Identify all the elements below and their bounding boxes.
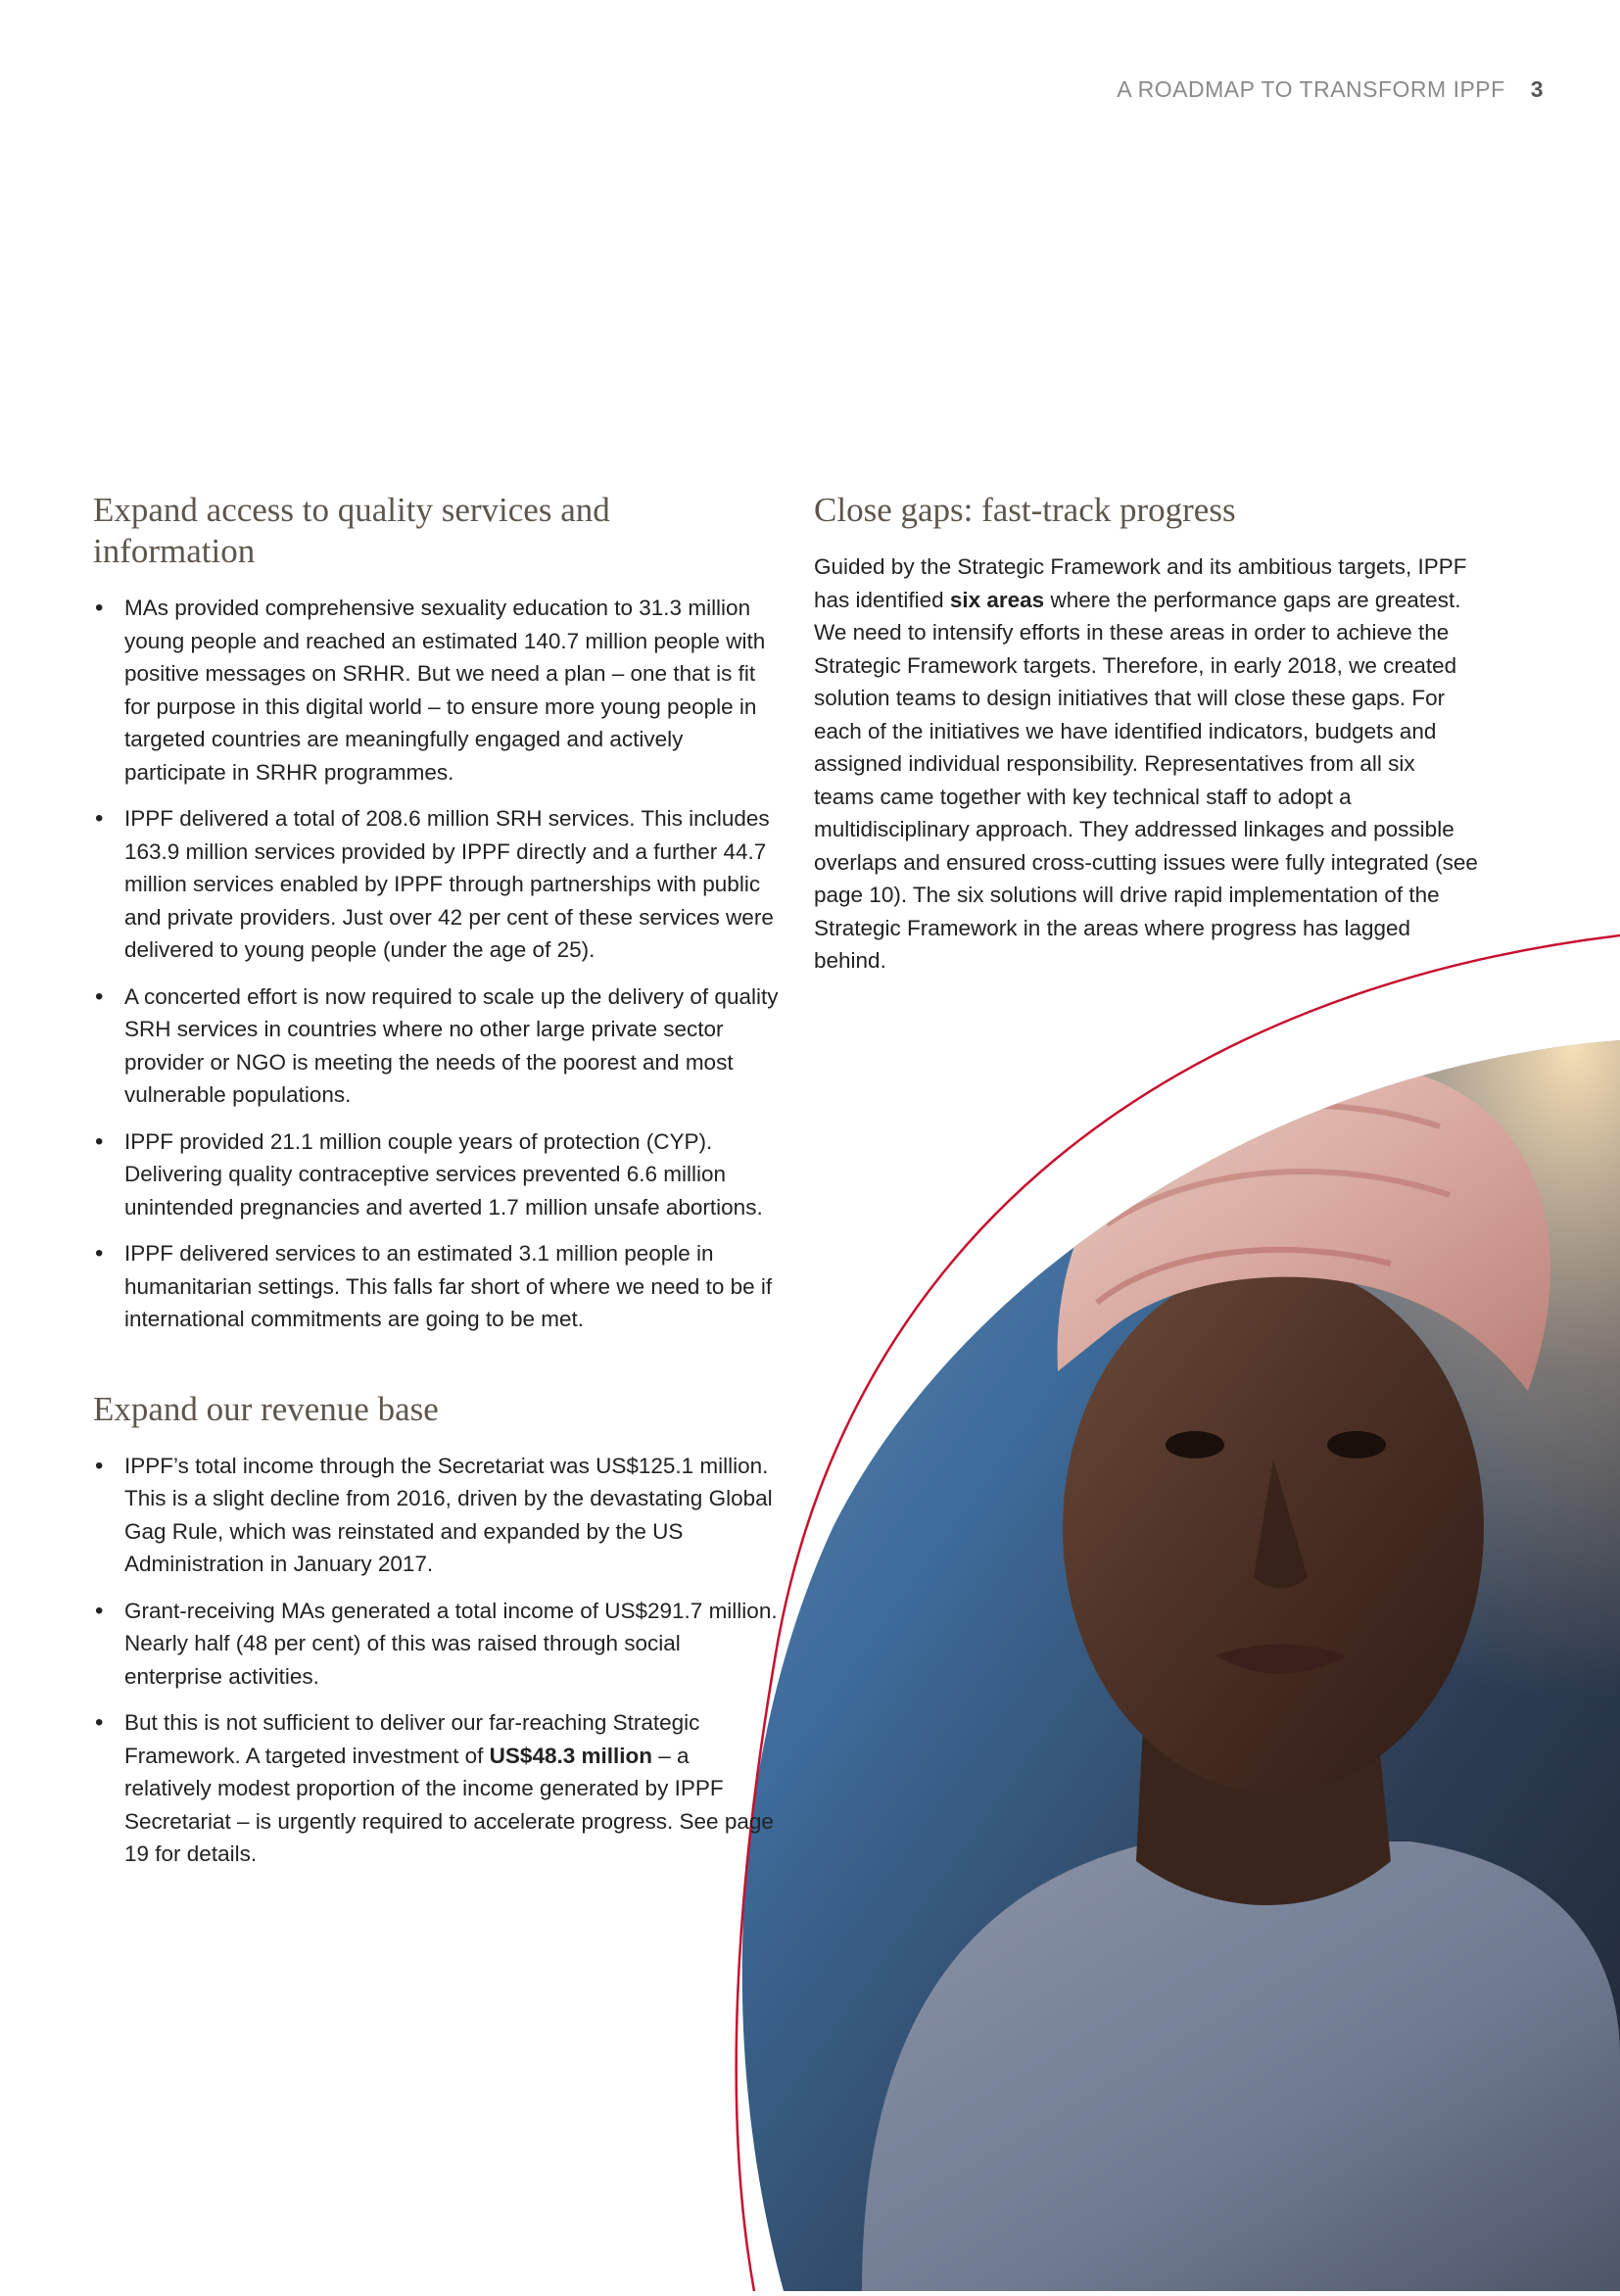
list-item: • IPPF’s total income through the Secretariat was US$125.1 million. This is a slight decline from 2016, driven by the devastating Global Gag Rule, which was reinstated and expanded by the US Administration in January 2017.	[93, 1450, 779, 1581]
list-item: • IPPF provided 21.1 million couple years of protection (CYP). Delivering quality contraceptive services prevented 6.6 million unintended pregnancies and averted 1.7 million unsafe abortions.	[93, 1125, 779, 1224]
close-gaps-paragraph	[814, 550, 1480, 978]
list-item: • MAs provided comprehensive sexuality education to 31.3 million young people and reached an estimated 140.7 million people with positive messages on SRHR. But we need a plan – one that is fit for purpose in this digital world – to ensure more young people in targeted countries are meaningfully engaged and actively participate in SRHR programmes.	[93, 592, 779, 789]
section-heading-expand-access: Expand access to quality services and information	[93, 491, 610, 570]
left-column	[93, 490, 779, 1885]
list-item	[93, 1706, 779, 1871]
section-heading-revenue: Expand our revenue base	[93, 1389, 439, 1428]
list-item: • IPPF delivered services to an estimated 3.1 million people in humanitarian settings. This falls far short of where we need to be if international commitments are going to be met.	[93, 1237, 779, 1336]
right-column	[814, 490, 1480, 978]
revenue-bullet-list	[93, 1450, 779, 1871]
bullet-text: But this is not sufficient to deliver our far-reaching Strategic Framework. A targeted investment of	[124, 1710, 700, 1768]
access-bullet-list	[93, 592, 779, 1336]
bullet-text: – a relatively modest proportion of the income generated by IPPF Secretariat – is urgently required to accelerate progress. See page 19 for details.	[124, 1743, 774, 1866]
paragraph-text: Guided by the Strategic Framework and its ambitious targets, IPPF has identified	[814, 554, 1467, 612]
paragraph-text: where the performance gaps are greatest. We need to intensify efforts in these areas in order to achieve the Strategic Framework targets. Therefore, in early 2018, we created solution teams to design initiatives that will close these gaps. For each of the initiatives we have identified indicators, budgets and assigned individual responsibility. Representatives from all six teams came together with key technical staff to adopt a multidisciplinary approach. They addressed linkages and possible overlaps and ensured cross-cutting issues were fully integrated (see page 10). The six solutions will drive rapid implementation of the Strategic Framework in the areas where progress has lagged behind.	[814, 587, 1478, 973]
list-item: • A concerted effort is now required to scale up the delivery of quality SRH services in countries where no other large private sector provider or NGO is meeting the needs of the poorest and most vulnerable populations.	[93, 981, 779, 1112]
running-title: A ROADMAP TO TRANSFORM IPPF	[1117, 76, 1505, 102]
running-header	[1117, 76, 1544, 103]
page-number: 3	[1530, 76, 1544, 102]
investment-amount: US$48.3 million	[489, 1743, 652, 1768]
six-areas-emphasis: six areas	[949, 587, 1045, 612]
list-item: • IPPF delivered a total of 208.6 million SRH services. This includes 163.9 million services provided by IPPF directly and a further 44.7 million services enabled by IPPF through partnerships with public and private providers. Just over 42 per cent of these services were delivered to young people (under the age of 25).	[93, 802, 779, 967]
list-item: • Grant-receiving MAs generated a total income of US$291.7 million. Nearly half (48 per cent) of this was raised through social enterprise activities.	[93, 1595, 779, 1694]
section-heading-close-gaps: Close gaps: fast-track progress	[814, 491, 1236, 529]
